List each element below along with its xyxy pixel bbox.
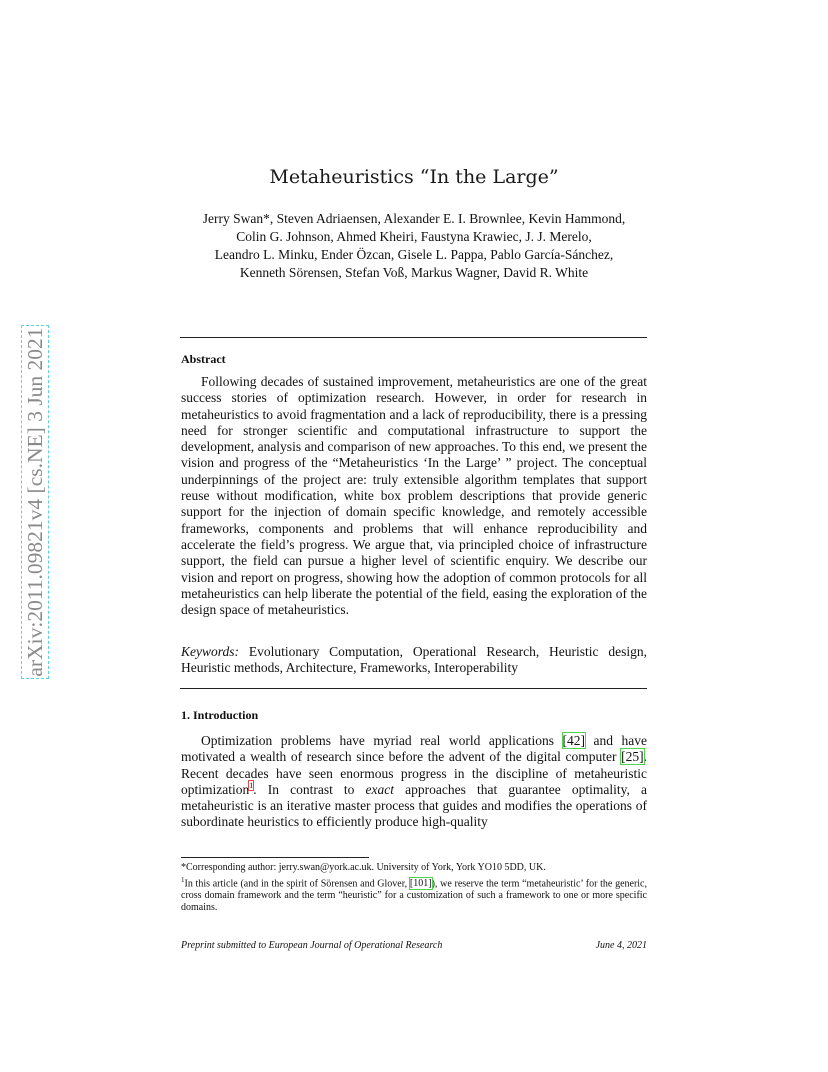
footnote-1-mark: 1 [181, 876, 185, 884]
author-line-3: Leandro L. Minku, Ender Özcan, Gisele L. Pappa, Pablo García-Sánchez, [214, 247, 614, 262]
keywords-label: Keywords: [181, 644, 239, 659]
author-list [160, 210, 668, 282]
arxiv-sidebar [22, 262, 48, 742]
footnote-corresponding-author: *Corresponding author: jerry.swan@york.ac.uk. University of York, York YO10 5DD, UK. [181, 862, 546, 873]
citation-101-link[interactable]: [101] [409, 878, 432, 890]
footnote-rule [181, 857, 369, 858]
intro-text-1: Optimization problems have myriad real world applications [201, 733, 563, 748]
intro-text-2: and have motivated a wealth of research since before the advent of the digital computer [181, 733, 647, 765]
citation-25-link[interactable]: [25] [621, 749, 644, 765]
author-line-4: Kenneth Sörensen, Stefan Voß, Markus Wagner, David R. White [239, 265, 589, 280]
footnote-1-text-2: ), we reserve the term “metaheuristic’ for the generic, cross domain framework and the term “heuristic” for a customization of such a framework to one or more specific domains. [181, 878, 648, 914]
keywords [181, 644, 647, 677]
abstract-heading: Abstract [181, 352, 226, 366]
footer-date: June 4, 2021 [595, 940, 647, 951]
footnote-1-link[interactable]: 1 [249, 781, 254, 791]
paper-title: Metaheuristics “In the Large” [269, 166, 559, 188]
footnote-1-text-1: In this article (and in the spirit of Sörensen and Glover, [184, 878, 410, 890]
page-footer [181, 940, 647, 951]
intro-emphasis-exact: exact [365, 781, 395, 797]
abstract-bottom-rule [180, 688, 647, 689]
footnote-1 [181, 874, 647, 914]
footnotes [181, 862, 647, 914]
author-line-1: Jerry Swan*, Steven Adriaensen, Alexander E. I. Brownlee, Kevin Hammond, [202, 211, 626, 226]
abstract-text: Following decades of sustained improvement, metaheuristics are one of the great success stories of optimization research. However, in order for research in metaheuristics to avoid fragmentation and a lack of reproducibility, there is a pressing need for stronger scientific and computational infrastructure to support the development, analysis and comparison of new approaches. To this end, we present the vision and progress of the “Metaheuristics ‘In the Large’ ” project. The conceptual underpinnings of the project are: truly extensible algorithm templates that support reuse without modification, white box problem descriptions that provide generic support for the injection of domain specific knowledge, and remotely accessible frameworks, components and problems that will enhance reproducibility and accelerate the field’s progress. We argue that, via principled choice of infrastructure support, the field can pursue a higher level of scientific enquiry. We describe our vision and report on progress, showing how the adoption of common protocols for all metaheuristics can help liberate the potential of the field, easing the exploration of the design space of metaheuristics. [181, 374, 647, 618]
arxiv-id-link[interactable]: arXiv:2011.09821v4 [cs.NE] 3 Jun 2021 [23, 327, 47, 677]
arxiv-stamp[interactable] [22, 262, 48, 742]
introduction-paragraph [181, 733, 647, 831]
intro-text-4: . In contrast to [253, 781, 366, 797]
citation-42-link[interactable]: [42] [562, 733, 586, 748]
intro-text-3: . Recent decades have seen enormous progress in the discipline of metaheuristic optimization [181, 749, 647, 797]
intro-text-5: approaches that guarantee optimality, a metaheuristic is an iterative master process that guides and modifies the operations of subordinate heuristics to efficiently produce high-quality [181, 781, 647, 830]
author-line-2: Colin G. Johnson, Ahmed Kheiri, Faustyna Krawiec, J. J. Merelo, [236, 229, 592, 244]
footer-journal: Preprint submitted to European Journal of Operational Research [181, 940, 443, 951]
section-heading-introduction: 1. Introduction [181, 708, 259, 722]
keywords-text: Evolutionary Computation, Operational Research, Heuristic design, Heuristic methods, Architecture, Frameworks, Interoperability [181, 644, 647, 676]
abstract-top-rule [180, 337, 647, 338]
